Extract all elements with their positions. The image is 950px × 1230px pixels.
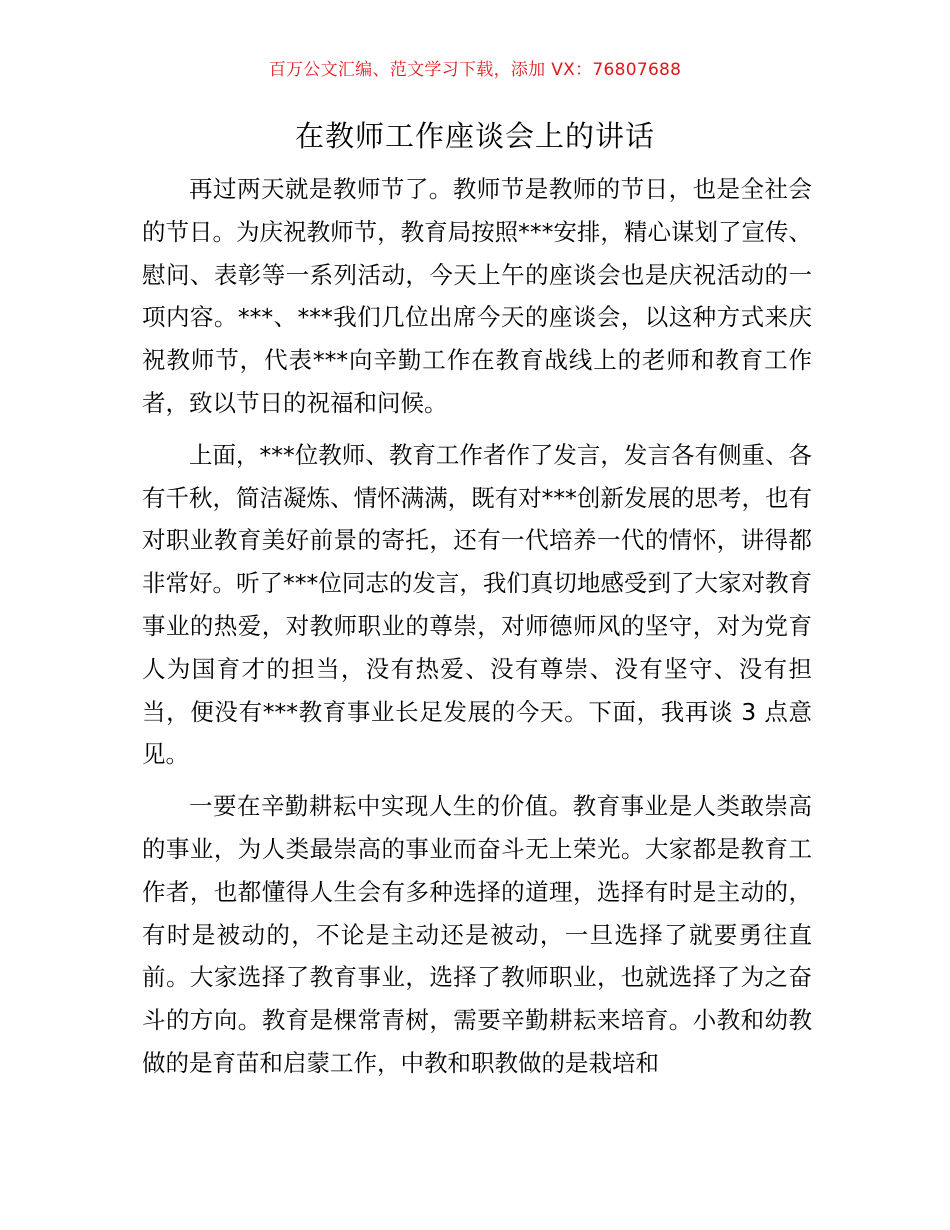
paragraph-3: 一要在辛勤耕耘中实现人生的价值。教育事业是人类敢崇高的事业，为人类最崇高的事业而奋斗无上荣光。大家都是教育工作者，也都懂得人生会有多种选择的道理，选择有时是主动的，有时是被动的，不论是主动还是被动，一旦选择了就要勇往直前。大家选择了教育事业，选择了教师职业，也就选择了为之奋斗的方向。教育是棵常青树，需要辛勤耕耘来培育。小教和幼教做的是育苗和启蒙工作，中教和职教做的是栽培和 xyxy=(142,792,812,1077)
watermark-banner: 百万公文汇编、范文学习下载，添加 VX：76807688 xyxy=(268,60,682,80)
document-body xyxy=(142,168,812,1085)
paragraph-1: 再过两天就是教师节了。教师节是教师的节日，也是全社会的节日。为庆祝教师节，教育局按照***安排，精心谋划了宣传、慰问、表彰等一系列活动，今天上午的座谈会也是庆祝活动的一项内容。***、***我们几位出席今天的座谈会，以这种方式来庆祝教师节，代表***向辛勤工作在教育战线上的老师和教育工作者，致以节日的祝福和问候。 xyxy=(142,175,812,417)
paragraph-2: 上面，***位教师、教育工作者作了发言，发言各有侧重、各有千秋，简洁凝炼、情怀满满，既有对***创新发展的思考，也有对职业教育美好前景的寄托，还有一代培养一代的情怀，讲得都非常好。听了***位同志的发言，我们真切地感受到了大家对教育事业的热爱，对教师职业的尊崇，对师德师风的坚守，对为党育人为国育才的担当，没有热爱、没有尊崇、没有坚守、没有担当，便没有***教育事业长足发展的今天。下面，我再谈 3 点意见。 xyxy=(142,440,812,769)
document-title: 在教师工作座谈会上的讲话 xyxy=(294,119,655,153)
